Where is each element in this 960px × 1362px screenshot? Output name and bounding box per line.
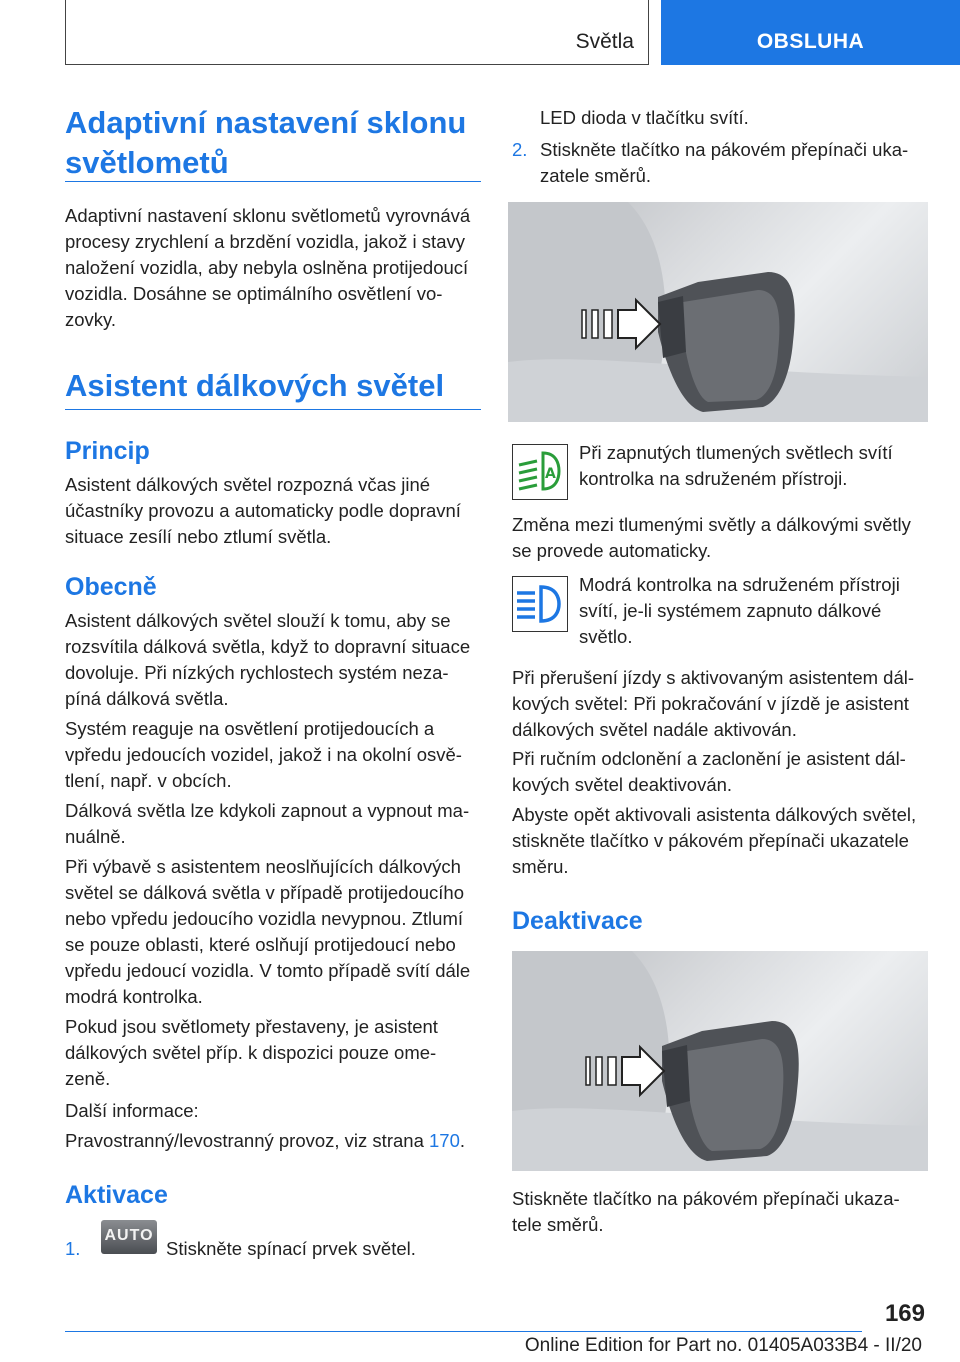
step-1-continued: LED dioda v tlačítku svítí. [540,107,749,128]
text-line: světlo. [579,626,633,647]
reactivate-info-paragraph [512,802,928,880]
lever-illustration [512,951,928,1171]
step-1-text: Stiskněte spínací prvek světel. [166,1238,416,1259]
header-section-box [65,0,649,65]
text-line: směru. [512,856,569,877]
auto-button-icon [101,1220,157,1254]
text-line: vozidla. Dosáhne se optimálního osvětlení vo- [65,283,443,304]
text-line: Modrá kontrolka na sdruženém přístroji [579,574,900,595]
text-line: tele směrů. [512,1214,604,1235]
footer-edition: Online Edition for Part no. 01405A033B4 - II/20 [524,1335,922,1356]
text-line: Při zapnutých tlumených světlech svítí [579,442,893,463]
text-line: Abyste opět aktivovali asistenta dálkových světel, [512,804,917,825]
turn-signal-lever-photo [508,202,928,422]
heading-high-beam-assistant: Asistent dálkových světel [65,368,445,403]
heading-line: Adaptivní nastavení sklonu [65,105,467,140]
text-line: vpředu jedoucích vozidel, jakož i na okolní osvě- [65,744,462,765]
general-paragraph-4 [65,854,481,1010]
xref-text: Pravostranný/levostranný provoz, viz strana [65,1130,429,1151]
text-line: kových světel: Při pokračování v jízdě je asistent [512,693,909,714]
text-line: nebo vpředu jedoucího vozidla nevypnou. Ztlumí [65,908,464,929]
cross-reference [65,1128,481,1154]
low-beam-indicator-box [512,444,568,500]
text-line: Při výbavě s asistentem neoslňujících dálkových [65,856,461,877]
text-line: dálkových světel příp. k dispozici pouze ome- [65,1042,437,1063]
text-line: rozsvítila dálková světla, když to dopravní situace [65,636,471,657]
heading-rule [65,409,481,410]
text-line: zovky. [65,309,117,330]
text-line: Stiskněte tlačítko na pákovém přepínači ukaza- [512,1188,900,1209]
heading-rule [65,181,481,182]
text-line: píná dálková světla. [65,688,229,709]
text-line: Adaptivní nastavení sklonu světlometů vyrovnává [65,205,471,226]
principle-paragraph [65,472,481,550]
subheading-deactivation: Deaktivace [512,907,643,935]
text-line: nuálně. [65,826,126,847]
subheading-principle: Princip [65,437,150,465]
text-line: světel se dálková světla v případě protijedoucího [65,882,465,903]
general-paragraph-2 [65,716,481,794]
text-line: Asistent dálkových světel rozpozná včas jiné [65,474,431,495]
header-section-title: Světla [575,30,634,53]
text-line: dovoluje. Při nízkých rychlostech systém neza- [65,662,449,683]
lever-illustration [508,202,928,422]
text-line: Asistent dálkových světel slouží k tomu, aby se [65,610,451,631]
auto-button-label: AUTO [104,1227,154,1244]
text-line: tlení, např. v obcích. [65,770,232,791]
text-line: Dálková světla lze kdykoli zapnout a vypnout ma- [65,800,470,821]
xref-page-link[interactable]: 170 [429,1130,460,1151]
footer-rule [65,1331,862,1332]
interrupt-info-paragraph [512,665,928,743]
text-line: Změna mezi tlumenými světly a dálkovými světly [512,514,911,535]
low-beam-assist-icon [513,445,566,498]
general-paragraph-5 [65,1014,481,1092]
text-line: vpředu jedoucí vozidla. V tomto případě svítí dále [65,960,471,981]
text-line: Při přerušení jízdy s aktivovaným asistentem dál- [512,667,915,688]
high-beam-info [579,572,929,650]
subheading-activation: Aktivace [65,1181,168,1209]
xref-end: . [459,1130,466,1151]
text-line: kových světel deaktivován. [512,774,733,795]
low-beam-info [579,440,929,492]
svg-text:A: A [545,466,556,482]
text-line: zatele směrů. [540,165,652,186]
general-paragraph-3 [65,798,481,850]
text-line: Systém reaguje na osvětlení protijedoucích a [65,718,435,739]
turn-signal-lever-photo-2 [512,951,928,1171]
text-line: Pokud jsou světlomety přestaveny, je asistent [65,1016,438,1037]
heading-line: světlometů [65,145,229,180]
text-line: kontrolka na sdruženém přístroji. [579,468,848,489]
step-2-text [540,137,930,189]
text-line: se pouze oblasti, které oslňují protijedoucí nebo [65,934,456,955]
text-line: dálkových světel nadále aktivován. [512,719,797,740]
switch-info-paragraph [512,512,928,564]
step-1-number: 1. [65,1238,81,1259]
header-chapter-title: OBSLUHA [756,30,865,53]
heading-adaptive-leveling [65,103,481,183]
text-line: Stiskněte tlačítko na pákovém přepínači uka- [540,139,909,160]
subheading-general: Obecně [65,573,157,601]
manual-info-paragraph [512,746,928,798]
step-2-number: 2. [512,139,528,160]
text-line: modrá kontrolka. [65,986,203,1007]
text-line: Při ručním odclonění a zaclonění je asistent dál- [512,748,906,769]
general-paragraph-1 [65,608,481,712]
more-info-label: Další informace: [65,1100,199,1121]
text-line: situace zesílí nebo ztlumí světla. [65,526,332,547]
deactivation-paragraph [512,1186,928,1238]
text-line: zeně. [65,1068,111,1089]
text-line: svítí, je-li systémem zapnuto dálkové [579,600,882,621]
text-line: naložení vozidla, aby nebyla oslněna protijedoucí [65,257,469,278]
high-beam-indicator-box [512,576,568,632]
header-chapter-tab [661,0,960,65]
page-number: 169 [884,1300,925,1327]
text-line: účastníky provozu a automaticky podle dopravní [65,500,461,521]
text-line: se provede automaticky. [512,540,712,561]
intro-paragraph [65,203,481,333]
high-beam-icon [513,577,566,630]
text-line: procesy zrychlení a brzdění vozidla, jakož i stavy [65,231,465,252]
text-line: stiskněte tlačítko v pákovém přepínači ukazatele [512,830,909,851]
